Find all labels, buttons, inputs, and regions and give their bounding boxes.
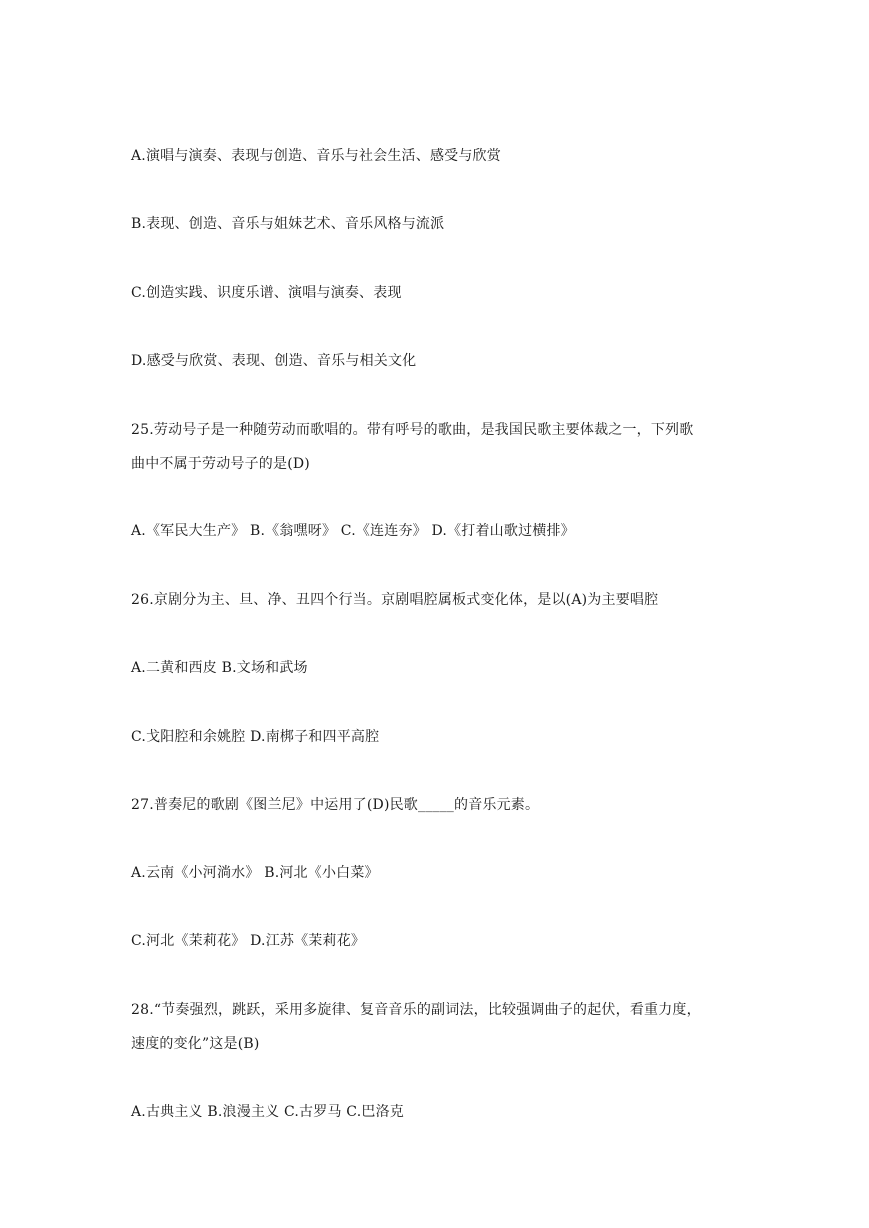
question-25-options: A.《军民大生产》 B.《翁嘿呀》 C.《连连夯》 D.《打着山歌过横排》 — [131, 523, 575, 539]
question-26-line: 26.京剧分为主、旦、净、丑四个行当。京剧唱腔属板式变化体，是以(A)为主要唱腔 — [131, 592, 659, 608]
question-26-options-ab: A.二黄和西皮 B.文场和武场 — [131, 660, 308, 676]
option-b-line: B.表现、创造、音乐与姐妹艺术、音乐风格与流派 — [131, 216, 445, 232]
question-25-line-1: 25.劳动号子是一种随劳动而歌唱的。带有呼号的歌曲，是我国民歌主要体裁之一，下列歌 — [131, 422, 694, 438]
option-d-line: D.感受与欣赏、表现、创造、音乐与相关文化 — [131, 353, 417, 369]
question-28-options: A.古典主义 B.浪漫主义 C.古罗马 C.巴洛克 — [131, 1104, 404, 1120]
question-27-options-ab: A.云南《小河淌水》 B.河北《小白菜》 — [131, 865, 379, 881]
question-27-options-cd: C.河北《茉莉花》 D.江苏《茉莉花》 — [131, 933, 366, 949]
question-25-line-2: 曲中不属于劳动号子的是(D) — [131, 456, 310, 472]
option-a-line: A.演唱与演奏、表现与创造、音乐与社会生活、感受与欣赏 — [131, 148, 501, 164]
question-27-line: 27.普奏尼的歌剧《图兰尼》中运用了(D)民歌_____的音乐元素。 — [131, 797, 540, 813]
option-c-line: C.创造实践、识度乐谱、演唱与演奏、表现 — [131, 285, 402, 301]
question-28-line-2: 速度的变化”这是(B) — [131, 1036, 260, 1052]
question-26-options-cd: C.戈阳腔和余姚腔 D.南梆子和四平高腔 — [131, 729, 380, 745]
question-28-line-1: 28.“节奏强烈，跳跃，采用多旋律、复音音乐的副词法，比较强调曲子的起伏，看重力度， — [131, 1002, 701, 1018]
